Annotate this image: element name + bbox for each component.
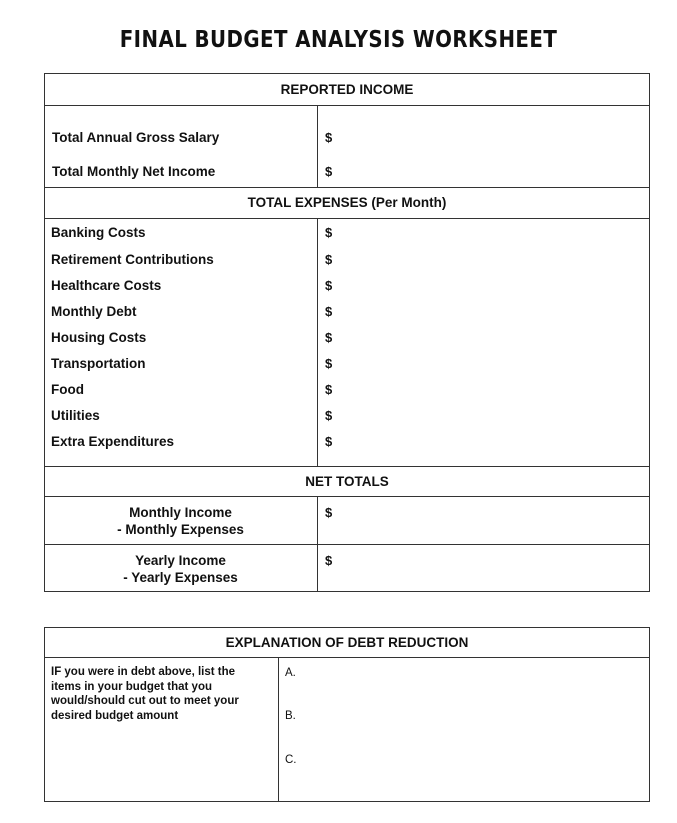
monthly-net-label	[44, 504, 317, 538]
expense-row-label: Housing Costs	[51, 330, 147, 345]
reported-income-header: REPORTED INCOME	[280, 82, 414, 97]
expense-row-value[interactable]: $	[325, 330, 333, 345]
income-row-value[interactable]: $	[325, 164, 333, 179]
option-a[interactable]: A.	[285, 667, 296, 679]
expense-row-label: Retirement Contributions	[51, 252, 214, 267]
instruction-line: items in your budget that you	[51, 680, 213, 693]
expense-row-value[interactable]: $	[325, 304, 333, 319]
instruction-line: IF you were in debt above, list the	[51, 666, 236, 678]
expense-row-value[interactable]: $	[325, 225, 333, 240]
net-totals-header: NET TOTALS	[305, 474, 389, 489]
column-divider	[317, 218, 318, 466]
monthly-expenses-label: - Monthly Expenses	[117, 522, 244, 537]
divider	[44, 466, 650, 467]
option-c[interactable]: C.	[285, 754, 297, 766]
instruction-line: would/should cut out to meet your	[51, 695, 239, 707]
divider	[44, 496, 650, 497]
expense-row-value[interactable]: $	[325, 408, 333, 423]
debt-reduction-header: EXPLANATION OF DEBT REDUCTION	[225, 635, 469, 650]
expense-row-value[interactable]: $	[325, 382, 333, 397]
income-row-label: Total Annual Gross Salary	[52, 130, 220, 145]
debt-reduction-instructions	[51, 665, 239, 723]
yearly-net-value[interactable]: $	[325, 553, 333, 568]
divider	[44, 105, 650, 106]
page-title: FINAL BUDGET ANALYSIS WORKSHEET	[119, 27, 558, 53]
monthly-income-label: Monthly Income	[129, 505, 232, 520]
divider	[44, 657, 650, 658]
divider	[44, 218, 650, 219]
expense-row-label: Food	[51, 382, 84, 397]
divider	[44, 187, 650, 188]
column-divider	[317, 105, 318, 187]
column-divider	[278, 657, 279, 802]
expense-row-label: Healthcare Costs	[51, 278, 162, 293]
income-row-value[interactable]: $	[325, 130, 333, 145]
income-row-label: Total Monthly Net Income	[52, 164, 216, 179]
expense-row-label: Monthly Debt	[51, 304, 137, 319]
instruction-line: desired budget amount	[51, 709, 179, 722]
option-b[interactable]: B.	[285, 710, 296, 722]
expenses-header: TOTAL EXPENSES (Per Month)	[247, 195, 447, 210]
expense-row-label: Transportation	[51, 356, 146, 371]
expense-row-value[interactable]: $	[325, 278, 333, 293]
yearly-income-label: Yearly Income	[135, 553, 226, 568]
expense-row-label: Banking Costs	[51, 225, 146, 240]
divider	[44, 544, 650, 545]
column-divider	[317, 496, 318, 592]
expense-row-label: Utilities	[51, 408, 100, 423]
expense-row-label: Extra Expenditures	[51, 434, 175, 449]
yearly-net-label	[44, 552, 317, 586]
expense-row-value[interactable]: $	[325, 434, 333, 449]
monthly-net-value[interactable]: $	[325, 505, 333, 520]
expense-row-value[interactable]: $	[325, 252, 333, 267]
yearly-expenses-label: - Yearly Expenses	[123, 570, 238, 585]
expense-row-value[interactable]: $	[325, 356, 333, 371]
